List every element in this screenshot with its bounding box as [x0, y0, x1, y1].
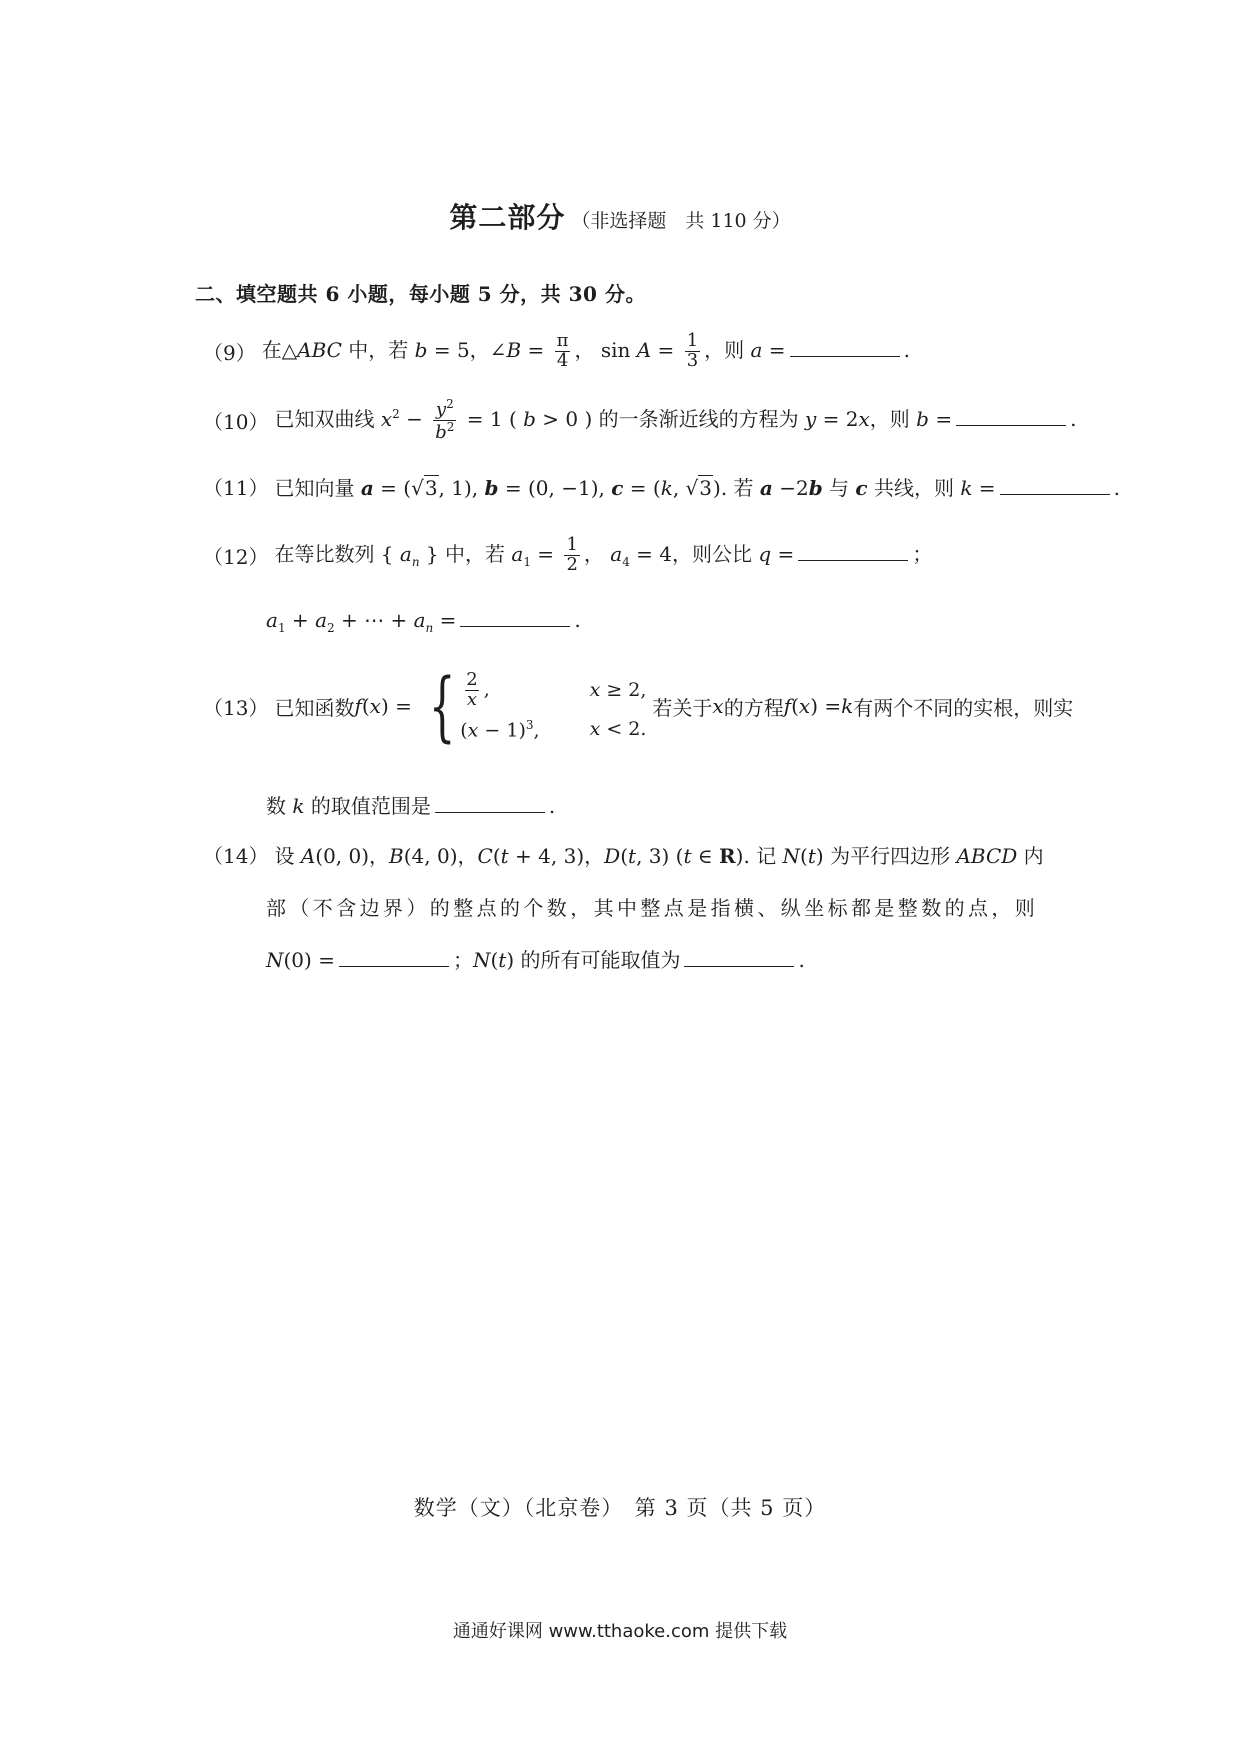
piecewise-function: { $\frac{2}{x}$ , x ≥ 2, $(x - 1)^3$, x < 2. — [428, 661, 647, 750]
question-11 — [203, 472, 1120, 501]
q9-body: 在△ABC 中，若 b = 5，∠B = $\frac{\pi}{4}$ ， sin A = $\frac{1}{3}$ ，则 a = . — [261, 330, 910, 371]
answer-blank[interactable] — [790, 338, 900, 357]
q14-body: 设 A(0, 0)，B(4, 0)，C(t + 4, 3)，D(t, 3) (t ∈ R). 记 N(t) 为平行四边形 ABCD 内 — [274, 844, 1044, 868]
question-14-line2: 部（不含边界）的整点的个数，其中整点是指横、纵坐标都是整数的点，则 — [266, 896, 1039, 920]
q13-body: 已知函数 f ( x ) = { $\frac{2}{x}$ , x ≥ 2, $(x - 1)^3$, x < 2. 若关于 x 的方程 f ( x ) = k 有两个不同的实根，则实 — [274, 661, 1074, 750]
answer-blank[interactable] — [435, 794, 545, 813]
question-number: （10） — [203, 409, 269, 434]
question-10 — [203, 398, 1076, 443]
page-footer: 数学（文）（北京卷） 第 3 页（共 5 页） — [413, 1496, 827, 1520]
question-number: （9） — [203, 340, 256, 365]
question-number: （13） — [203, 695, 269, 720]
q10-body: 已知双曲线 $x^2$ − $\frac{y^2}{b^2}$ = 1 ( b > 0 ) 的一条渐近线的方程为 y = 2x，则 b = . — [274, 397, 1077, 443]
answer-blank[interactable] — [956, 407, 1066, 426]
question-13 — [203, 661, 1074, 750]
section-heading: 二、填空题共 6 小题，每小题 5 分，共 30 分。 — [195, 282, 646, 306]
part-title-note: （非选择题 共 110 分） — [571, 210, 791, 232]
question-14 — [203, 840, 1044, 869]
answer-blank[interactable] — [1000, 476, 1110, 495]
q11-body: 已知向量 a = (√3, 1), b = (0, −1), c = (k, √3). 若 a −2b 与 c 共线，则 k = . — [274, 476, 1120, 500]
question-number: （14） — [203, 844, 269, 868]
question-14-line3: N(0) = ；N(t) 的所有可能取值为 . — [266, 948, 805, 972]
question-12 — [203, 536, 932, 575]
answer-blank[interactable] — [339, 948, 449, 967]
question-number: （12） — [203, 544, 269, 569]
question-12-line2: $a_1 + a_2$ + ⋯ + $a_n$ = . — [266, 608, 581, 635]
question-9 — [203, 332, 910, 371]
part-title-main: 第二部分 — [449, 201, 566, 234]
part-title — [0, 196, 1240, 236]
question-13-line2: 数 k 的取值范围是 . — [266, 794, 556, 818]
answer-blank[interactable] — [798, 542, 908, 561]
question-number: （11） — [203, 476, 269, 500]
answer-blank[interactable] — [460, 608, 570, 627]
download-credit: 通通好课网 www.tthaoke.com 提供下载 — [452, 1621, 788, 1642]
q12-body: 在等比数列 { $a_n$ } 中，若 $a_1$ = $\frac{1}{2}$ ， $a_4 = 4$，则公比 q = ； — [274, 534, 933, 575]
answer-blank[interactable] — [684, 948, 794, 967]
